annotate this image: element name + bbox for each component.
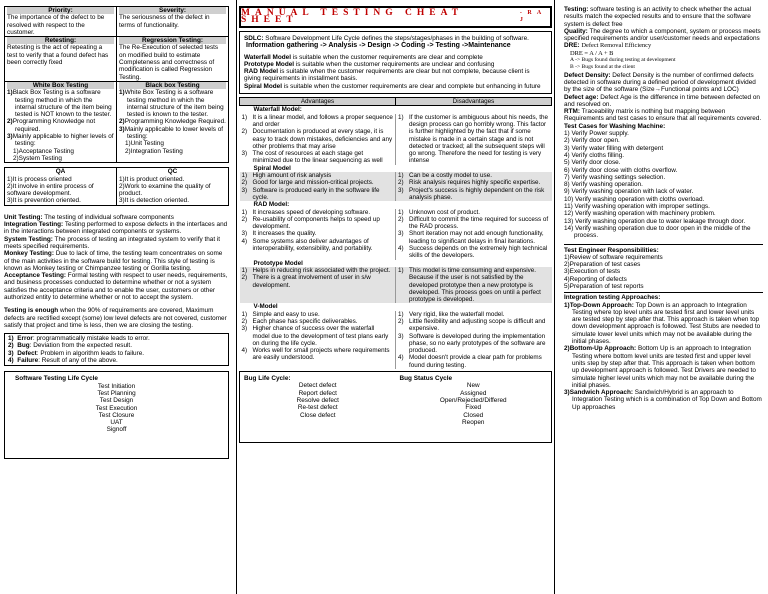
list-item: 6) Verify door close with cloths overflow. [564, 166, 678, 174]
advantages-cell [240, 311, 396, 369]
list-item: 12) Verify washing operation with machinery problem. [564, 210, 716, 218]
list-item: 1)It is product oriented. [119, 175, 185, 183]
density-def: Defect Density: Defect Density is the number of confirmed defects detected in software during a defined period of development divided by the size of the software (Size→Functional points and LOC) [564, 71, 756, 94]
list-item: 3) Verify water filling with detergent [564, 144, 664, 152]
list-item: 1)Unit Testing [125, 140, 164, 148]
list-item: Test Closure [98, 411, 135, 419]
list-item: Assigned [460, 389, 487, 397]
list-item: 4)Reporting of defects [564, 275, 627, 283]
sdlc-box [239, 31, 552, 94]
list-item: 1) Very rigid, like the waterfall model. [398, 310, 505, 318]
right-column [560, 0, 768, 594]
list-item: 2) Re-usability of components helps to speed up development. [241, 215, 380, 231]
stlc-items [9, 383, 224, 434]
list-item: 3) Software is developed during the implementation phase, so no early prototypes of the software are produced. [398, 332, 546, 355]
list-item: 2)Integration Testing [125, 147, 183, 155]
list-item: 1) Verify Power supply. [564, 130, 629, 138]
list-item: 2)Bottom-Up Approach: Bottom Up is an approach to Integration Testing where bottom level units are tested first and upper level units step by step after that. This approach is taken when bottom up development approach is followed. Test Drivers are needed to simulate higher level units which may not be available during the initial phases. [564, 345, 756, 389]
list-item: 4) Verify cloths filling. [564, 151, 625, 159]
washing-list [564, 130, 763, 239]
list-item: 2) Risk analysis requires highly specific expertise. [398, 179, 541, 187]
severity-title: Severity: [119, 7, 226, 14]
list-item: 1) If the customer is ambiguous about his needs, the design process can go horribly wrong. This factor is further highlighted by the fact that if some mistake is made in a certain stage and is not detected or tracked; all the subsequent steps will go wrong. Therefore the need for testing is very intense [398, 113, 548, 165]
testing-enough: Testing is enough when the 90% of requirements are covered, Maximum defects are rectified except (some) low level defects are not covered, customer satisfy that project and time is less, then we are closing the testing. [4, 307, 227, 329]
middle-column [236, 0, 555, 594]
list-item: 2)Preparation of test cases [564, 261, 641, 269]
advantages-cell [240, 267, 396, 303]
list-item: Closed [463, 411, 484, 419]
regression-title: Regression Testing: [119, 37, 226, 44]
sdlc-def: SDLC: Software Development Life Cycle defines the steps/stages/phases in the building of software. [244, 35, 529, 42]
testing-def: Testing: software testing is an activity to check whether the actual results match the expected results and to ensure that the software system is defect free [564, 6, 752, 28]
model-suitability [244, 54, 547, 90]
integration-testing-def: Integration Testing: Testing performed to expose defects in the interfaces and in the interactions between integrated components or systems. [4, 221, 228, 236]
list-item: 8) Verify washing operation. [564, 181, 643, 189]
retesting-title: Retesting: [7, 37, 114, 44]
advantages-header: Advantages [240, 98, 396, 106]
list-item: 14) Verify washing operation due to door open in the middle of the process. [564, 224, 751, 240]
disadvantages-cell [396, 172, 552, 201]
list-item: Signoff [106, 426, 127, 434]
list-item: Re-test defect [297, 404, 338, 412]
qc-title: QC [167, 168, 178, 176]
list-item: 4) Success depends on the extremely high technical skills of the developers. [398, 245, 548, 260]
list-item: 7) Verify washing settings selection. [564, 173, 666, 181]
disadvantages-cell [396, 114, 552, 165]
list-item: 2) Each phase has specific deliverables. [241, 317, 358, 325]
title-text: MANUAL TESTING CHEAT SHEET [241, 7, 463, 25]
model-section-title: V-Model [253, 303, 278, 311]
disadvantages-header: Disadvantages [396, 98, 552, 106]
list-item: 2) Bug: Deviation from the expected result. [8, 342, 132, 350]
list-item: Fixed [465, 404, 482, 412]
washing-title: Test Cases for Washing Machine: [564, 122, 666, 130]
list-item: 1) Error: programmatically mistake leads to error. [8, 335, 150, 343]
list-item: UAT [110, 419, 123, 427]
list-item: 2) Good for large and mission-critical projects. [241, 179, 374, 187]
list-item: 2)Work to examine the quality of product. [119, 182, 211, 198]
list-item: Detect defect [298, 382, 337, 390]
list-item: Reopen [462, 418, 485, 426]
responsibilities [564, 244, 763, 291]
list-item: 3) It increases the quality. [241, 230, 317, 238]
list-item: 3) Project's success is highly dependent on the risk analysis phase. [398, 186, 545, 201]
whitebox-list [7, 89, 114, 162]
list-item: Test Design [99, 397, 134, 405]
list-item: 3)It is prevention oriented. [7, 197, 81, 205]
list-item: Waterfall Model is suitable when the customer requirements are clear and complete [244, 53, 483, 61]
dre-b: B -> Bugs found at the client [570, 64, 635, 71]
list-item: 2)Programming Knowledge Required. [119, 118, 226, 126]
integ-title: Integration testing Approaches: [564, 294, 661, 302]
model-section-title: RAD Model: [253, 201, 290, 209]
list-item: 1) It increases speed of developing software. [241, 208, 371, 216]
disadvantages-cell [396, 267, 552, 303]
list-item: Test Execution [95, 404, 138, 412]
list-item: 1) Unknown cost of product. [398, 208, 481, 216]
list-item: 1)Acceptance Testing [13, 147, 74, 155]
list-item: 2) Documentation is produced at every stage, it is easy to track down mistakes, deficiencies and any other problems that may arise [241, 128, 393, 150]
bug-life-title: Bug Life Cycle: [244, 375, 291, 383]
list-item: Spiral Model is suitable when the customer requirements are clear and complete but enhancing in future [244, 82, 541, 90]
blackbox-title: Black box Testing [119, 82, 226, 89]
priority-title: Priority: [7, 7, 114, 14]
rtm-def: RTM: Traceability matrix is nothing but mapping between Requirements and test cases to ensure that all requirements covered. [564, 108, 762, 123]
list-item: Report defect [298, 389, 337, 397]
list-item: 3) Higher chance of success over the waterfall model due to the development of test plans early on during the life cycle. [241, 325, 389, 347]
severity-text: The seriousness of the defect in terms of functionality. [119, 14, 210, 29]
list-item: 1) Can be a costly model to use. [398, 172, 492, 180]
stlc-title: Software Testing Life Cycle [15, 375, 98, 383]
regression-text: The Re-Execution of selected tests on modified build to estimate Completeness and correctness of modification is called Regression Testing. [119, 44, 219, 81]
model-section-title: Prototype Model [253, 259, 303, 267]
whitebox-title: White Box Testing [7, 82, 114, 89]
priority-text: The importance of the defect to be resolved with respect to the customer. [7, 14, 105, 36]
model-comparison-table [239, 97, 552, 369]
qa-title: QA [55, 168, 66, 176]
dre-a: A -> Bugs found during testing at development [570, 57, 676, 64]
list-item: 2) Difficult to commit the time required for success of the RAD process. [398, 215, 549, 231]
list-item: 3) Short iteration may not add enough functionality, leading to significant delays in final iterations. [398, 230, 544, 245]
list-item: Test Initiation [97, 382, 136, 390]
monkey-testing-def: Monkey Testing: Due to lack of time, the testing team concentrates on some of the main activities in the software build for testing. This style of testing is known as Monkey testing or Chimpanzee testing or Gorilla testing. [4, 250, 223, 272]
list-item: 1)White Box Testing is a software testing method in which the internal structure of the item being tested is known to the tester. [119, 89, 224, 119]
priority-severity-table [4, 6, 229, 163]
bug-status-cycle [396, 372, 552, 442]
list-item: 3)Mainly applicable to higher levels of testing: [7, 133, 114, 148]
stlc-box [4, 371, 229, 459]
list-item: 3)Execution of tests [564, 268, 621, 276]
error-list [4, 333, 229, 366]
list-item: 13) Verify washing operation due to water leakage through door. [564, 217, 746, 225]
disadvantages-cell [396, 311, 552, 369]
author-signature: - R A J [519, 9, 543, 23]
qa-qc-table [4, 167, 229, 205]
list-item: 1) It is a linear model, and follows a proper sequence and order [241, 113, 393, 128]
list-item: 1) High amount of risk analysis [241, 172, 332, 180]
list-item: 2) Verify door open. [564, 137, 620, 145]
acceptance-testing-def: Acceptance Testing: Formal testing with respect to user needs, requirements, and business processes conducted to determine whether or not a system satisfies the acceptance criteria and to enable the user, customers or other authorized entity to determine whether or not to accept the system. [4, 272, 228, 301]
list-item: Resolve defect [296, 396, 339, 404]
unit-testing-def: Unit Testing: The testing of individual software components [4, 213, 174, 221]
list-item: 3) The cost of resources at each stage get minimized due to the linear sequencing as well [241, 150, 383, 165]
list-item: 3) Software is produced early in the software life cycle. [241, 186, 380, 201]
list-item: New [466, 382, 480, 390]
list-item: 1)Top-Down Approach: Top Down is an approach to Integration Testing where top level units are tested first and lower level units are tested step by step after that. This approach is taken when top down development approach is followed. Test Stubs are needed to simulate lower level units which may not be available during the initial phases. [564, 301, 761, 346]
disadvantages-cell [396, 209, 552, 260]
list-item: 10) Verify washing operation with cloths overload. [564, 195, 705, 203]
list-item: 9) Verify washing operation with lack of water. [564, 188, 694, 196]
list-item: 3)It is detection oriented. [119, 197, 189, 205]
list-item: 2) Little flexibility and adjusting scope is difficult and expensive. [398, 317, 546, 333]
list-item: Test Planning [97, 389, 136, 397]
list-item: 1) This model is time consuming and expensive. Because if the user is not satisfied by the developed prototype then a new prototype is developed. This process goes on until a perfect prototype is developed. [398, 266, 541, 304]
advantages-cell [240, 172, 396, 201]
list-item: 3)Sandwich Approach: Sandwich/Hybrid is an approach to Integration Testing which is a combination of Top Down and Bottom Up approaches [564, 389, 762, 411]
bug-life-cycle [240, 372, 396, 442]
list-item: 1)It is process oriented [7, 175, 72, 183]
list-item: 1)Black Box Testing is a software testing method in which the internal structure of the item being tested is NOT known to the tester. [7, 89, 112, 119]
list-item: 4) Model doesn't provide a clear path for problems found during testing. [398, 354, 542, 369]
list-item: 5)Preparation of test reports [564, 282, 644, 290]
quality-def: Quality: The degree to which a component, system or process meets specified requirements and/or user/customer needs and expectations [564, 27, 761, 43]
list-item: 2)System Testing [13, 154, 62, 162]
retesting-text: Retesting is the act of repeating a test to verify that a found defect has been correctly fixed [7, 44, 109, 67]
list-item: Open/Rejected/Differed [439, 396, 507, 404]
list-item: 11) Verify washing operation with improper settings. [564, 203, 710, 211]
left-column [0, 0, 233, 594]
system-testing-def: System Testing: The process of testing an integrated system to verify that it meets specified requirements. [4, 235, 221, 250]
integration-approaches [564, 292, 763, 411]
list-item: 4) Works well for small projects where requirements are easily understood. [241, 347, 390, 362]
list-item: 4) Some systems also deliver advantages of interoperability, extensibility, and portability. [241, 237, 373, 253]
list-item: 3)Mainly applicable to lower levels of testing: [119, 125, 224, 141]
list-item: 1) Simple and easy to use. [241, 310, 320, 318]
page-title [239, 6, 552, 28]
list-item: Prototype Model is suitable when the customer requirements are unclear and confusing [244, 60, 495, 68]
bug-status-title: Bug Status Cycle [399, 375, 453, 383]
bug-cycles [239, 371, 552, 443]
list-item: 1)Review of software requirements [564, 253, 663, 261]
advantages-cell [240, 114, 396, 165]
blackbox-list [119, 89, 226, 155]
model-section-title: Waterfall Model: [253, 106, 302, 114]
list-item: Close defect [299, 411, 336, 419]
resp-title: Test Engineer Responsibilities: [564, 246, 659, 254]
sdlc-flow: Information gathering -> Analysis -> Design -> Coding -> Testing ->Maintenance [246, 42, 511, 50]
list-item: 3) Defect: Problem in algorithm leads to failure. [8, 349, 145, 357]
list-item: 5) Verify door close. [564, 159, 621, 167]
list-item: 2) There is a great involvement of user in s/w development. [241, 274, 371, 289]
definitions [4, 214, 229, 302]
advantages-cell [240, 209, 396, 260]
list-item: 2)Programming Knowledge not required. [7, 118, 96, 133]
dre-def: DRE: Defect Removal Efficiency DRE = A / A + B A -> Bugs found during testing at development B -> Bugs found at the client [564, 42, 763, 71]
model-section-title: Spiral Model [253, 164, 291, 172]
list-item: 2)It involve in entire process of software development. [7, 182, 94, 198]
age-def: Defect age: Defect Age is the difference in time between defected on and resolved on. [564, 93, 760, 108]
dre-formula: DRE = A / A + B [570, 49, 614, 57]
list-item: 1) Helps in reducing risk associated with the project. [241, 266, 391, 274]
list-item: 4) Failure: Result of any of the above. [8, 357, 118, 365]
list-item: RAD Model is suitable when the customer requirements are clear but not complete, because client is giving requirements in installment basis. [244, 68, 530, 83]
